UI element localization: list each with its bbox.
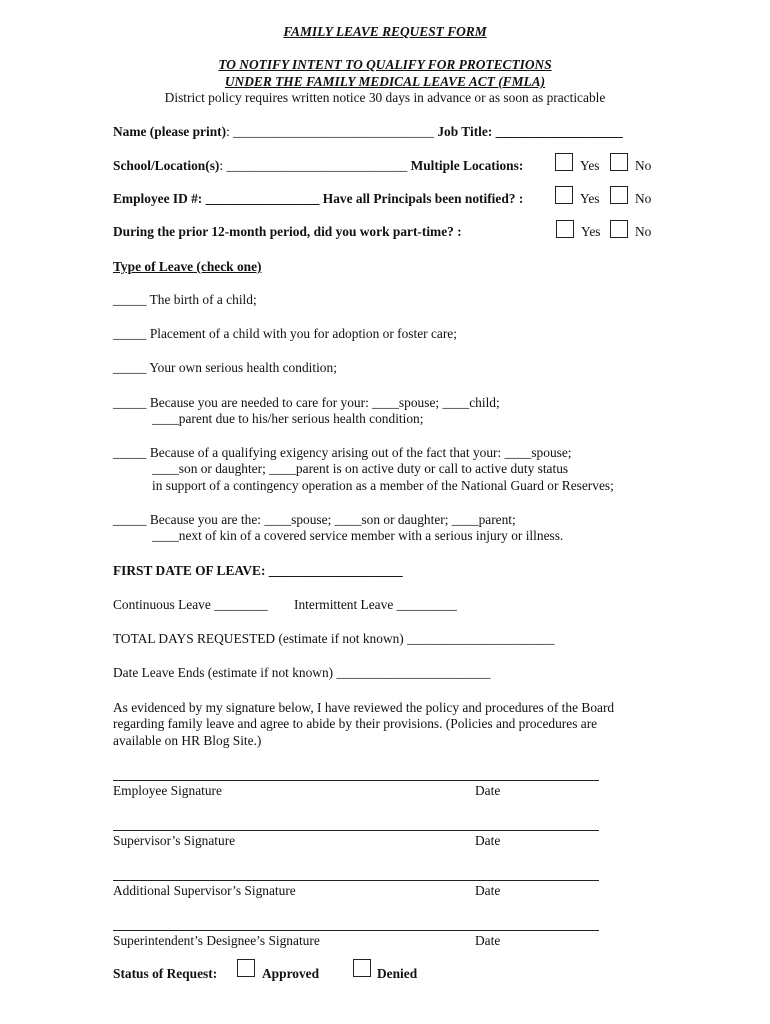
leave-option-exigency-line1[interactable]: _____ Because of a qualifying exigency arising out of the fact that your: ____spouse; — [113, 445, 572, 460]
agreement-line2: regarding family leave and agree to abide by their provisions. (Policies and procedures are — [113, 716, 598, 731]
school-label: School/Location(s) — [113, 158, 220, 173]
part-time-yes-label: Yes — [581, 224, 601, 239]
part-time-no-label: No — [635, 224, 652, 239]
employee-id-field[interactable]: Employee ID #: _________________ — [113, 191, 320, 206]
total-days-requested-field[interactable]: TOTAL DAYS REQUESTED (estimate if not known) ______________________ — [113, 631, 555, 646]
policy-note: District policy requires written notice 30 days in advance or as soon as practicable — [164, 90, 606, 105]
intermittent-leave-field[interactable]: Intermittent Leave _________ — [294, 597, 457, 612]
leave-option-care-line2[interactable]: ____parent due to his/her serious health condition; — [152, 411, 424, 426]
multiple-locations-no-label: No — [635, 158, 652, 173]
denied-checkbox[interactable] — [353, 959, 371, 979]
leave-option-service-member-line2[interactable]: ____next of kin of a covered service member with a serious injury or illness. — [152, 528, 564, 543]
job-title-field[interactable]: Job Title: ___________________ — [437, 124, 623, 139]
principals-yes-checkbox[interactable] — [555, 186, 573, 206]
principals-notified-label: Have all Principals been notified? : — [322, 191, 524, 206]
date-leave-ends-field[interactable]: Date Leave Ends (estimate if not known) _______________________ — [113, 665, 491, 680]
supervisor-signature-label: Supervisor’s Signature — [113, 833, 236, 848]
approved-checkbox[interactable] — [237, 959, 255, 979]
agreement-line3: available on HR Blog Site.) — [113, 733, 262, 748]
multiple-locations-yes-label: Yes — [580, 158, 600, 173]
agreement-line1: As evidenced by my signature below, I have reviewed the policy and procedures of the Board — [113, 700, 615, 715]
status-label: Status of Request: — [113, 966, 218, 981]
principals-no-label: No — [635, 191, 652, 206]
form-subtitle-line2: UNDER THE FAMILY MEDICAL LEAVE ACT (FMLA) — [224, 74, 546, 89]
first-date-of-leave-field[interactable]: FIRST DATE OF LEAVE: ____________________ — [113, 563, 403, 578]
multiple-locations-label: Multiple Locations: — [410, 158, 524, 173]
multiple-locations-yes-checkbox[interactable] — [555, 153, 573, 173]
school-blank[interactable]: : ___________________________ — [219, 158, 408, 173]
form-title: FAMILY LEAVE REQUEST FORM — [283, 24, 487, 39]
superintendent-signature-line[interactable] — [113, 930, 599, 931]
approved-label: Approved — [262, 966, 320, 981]
leave-option-adoption[interactable]: _____ Placement of a child with you for adoption or foster care; — [113, 326, 457, 341]
part-time-yes-checkbox[interactable] — [556, 220, 574, 240]
name-blank[interactable]: : ______________________________ — [226, 124, 434, 139]
leave-option-own-health[interactable]: _____ Your own serious health condition; — [113, 360, 337, 375]
superintendent-date-label: Date — [475, 933, 501, 948]
additional-supervisor-signature-label: Additional Supervisor’s Signature — [113, 883, 296, 898]
additional-supervisor-signature-line[interactable] — [113, 880, 599, 881]
principals-no-checkbox[interactable] — [610, 186, 628, 206]
continuous-leave-field[interactable]: Continuous Leave ________ — [113, 597, 268, 612]
employee-date-label: Date — [475, 783, 501, 798]
additional-supervisor-date-label: Date — [475, 883, 501, 898]
supervisor-date-label: Date — [475, 833, 501, 848]
name-field-row[interactable] — [113, 124, 623, 140]
part-time-label: During the prior 12-month period, did you work part-time? : — [113, 224, 462, 239]
leave-type-heading: Type of Leave (check one) — [113, 259, 262, 274]
multiple-locations-no-checkbox[interactable] — [610, 153, 628, 173]
form-subtitle-line1: TO NOTIFY INTENT TO QUALIFY FOR PROTECTIONS — [218, 57, 552, 72]
employee-id-row[interactable] — [113, 191, 523, 207]
principals-yes-label: Yes — [580, 191, 600, 206]
part-time-no-checkbox[interactable] — [610, 220, 628, 240]
leave-option-service-member-line1[interactable]: _____ Because you are the: ____spouse; ____son or daughter; ____parent; — [113, 512, 516, 527]
leave-option-care-line1[interactable]: _____ Because you are needed to care for your: ____spouse; ____child; — [113, 395, 500, 410]
school-field-row[interactable] — [113, 158, 523, 174]
leave-option-exigency-line3: in support of a contingency operation as a member of the National Guard or Reserves; — [152, 478, 614, 493]
leave-option-exigency-line2[interactable]: ____son or daughter; ____parent is on active duty or call to active duty status — [152, 461, 569, 476]
denied-label: Denied — [377, 966, 418, 981]
employee-signature-label: Employee Signature — [113, 783, 222, 798]
employee-signature-line[interactable] — [113, 780, 599, 781]
name-label: Name (please print) — [113, 124, 227, 139]
supervisor-signature-line[interactable] — [113, 830, 599, 831]
leave-option-birth[interactable]: _____ The birth of a child; — [113, 292, 257, 307]
superintendent-signature-label: Superintendent’s Designee’s Signature — [113, 933, 320, 948]
